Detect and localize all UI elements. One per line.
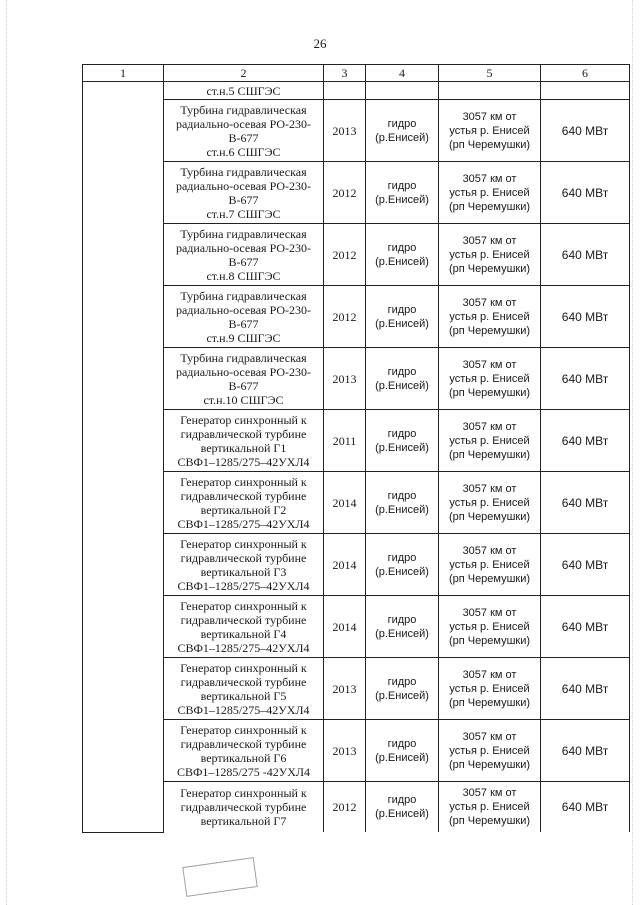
year-cell: 2014 [324,534,366,596]
location-cell: 3057 км от устья р. Енисей (рп Черемушки) [439,596,541,658]
empty-cell [439,82,541,100]
table-row [83,720,630,782]
equipment-name-cell: Генератор синхронный к гидравлической турбине вертикальной Г3 СВФ1–1285/275–42УХЛ4 [164,534,324,596]
location-cell: 3057 км от устья р. Енисей (рп Черемушки) [439,410,541,472]
header-col-5: 5 [439,65,541,82]
power-cell: 640 МВт [541,658,630,720]
table-row [83,348,630,410]
type-cell: гидро (р.Енисей) [366,348,439,410]
location-cell: 3057 км от устья р. Енисей (рп Черемушки) [439,782,541,833]
year-cell: 2013 [324,658,366,720]
header-col-2: 2 [164,65,324,82]
power-cell: 640 МВт [541,224,630,286]
right-margin-line [632,0,634,905]
location-cell: 3057 км от устья р. Енисей (рп Черемушки) [439,162,541,224]
power-cell: 640 МВт [541,782,630,833]
location-cell: 3057 км от устья р. Енисей (рп Черемушки) [439,472,541,534]
location-cell: 3057 км от устья р. Енисей (рп Черемушки) [439,534,541,596]
table-row [83,596,630,658]
type-cell: гидро (р.Енисей) [366,286,439,348]
power-cell: 640 МВт [541,348,630,410]
year-cell: 2012 [324,782,366,833]
table-row [83,472,630,534]
table-row [83,410,630,472]
header-col-6: 6 [541,65,630,82]
location-cell: 3057 км от устья р. Енисей (рп Черемушки) [439,100,541,162]
location-cell: 3057 км от устья р. Енисей (рп Черемушки) [439,658,541,720]
header-col-1: 1 [83,65,164,82]
table-row [83,162,630,224]
equipment-name-cell: Турбина гидравлическая радиально-осевая РО-230- В-677 ст.н.10 СШГЭС [164,348,324,410]
table-row [83,100,630,162]
location-cell: 3057 км от устья р. Енисей (рп Черемушки) [439,720,541,782]
registration-stamp [182,857,257,897]
location-cell: 3057 км от устья р. Енисей (рп Черемушки) [439,224,541,286]
table-row [83,224,630,286]
type-cell: гидро (р.Енисей) [366,596,439,658]
table-row [83,782,630,833]
type-cell: гидро (р.Енисей) [366,658,439,720]
power-cell: 640 МВт [541,410,630,472]
year-cell: 2014 [324,472,366,534]
empty-cell [324,82,366,100]
type-cell: гидро (р.Енисей) [366,410,439,472]
page-number: 26 [313,36,327,51]
type-cell: гидро (р.Енисей) [366,534,439,596]
year-cell: 2012 [324,224,366,286]
type-cell: гидро (р.Енисей) [366,224,439,286]
year-cell: 2014 [324,596,366,658]
equipment-name-cell: Генератор синхронный к гидравлической турбине вертикальной Г1 СВФ1–1285/275–42УХЛ4 [164,410,324,472]
equipment-name-cell: Генератор синхронный к гидравлической турбине вертикальной Г5 СВФ1–1285/275–42УХЛ4 [164,658,324,720]
table-row [83,286,630,348]
year-cell: 2013 [324,348,366,410]
power-cell: 640 МВт [541,100,630,162]
equipment-name-cell: Турбина гидравлическая радиально-осевая РО-230- В-677 ст.н.6 СШГЭС [164,100,324,162]
power-cell: 640 МВт [541,720,630,782]
equipment-name-cell: Генератор синхронный к гидравлической турбине вертикальной Г2 СВФ1–1285/275–42УХЛ4 [164,472,324,534]
year-cell: 2012 [324,286,366,348]
year-cell: 2013 [324,100,366,162]
year-cell: 2012 [324,162,366,224]
equipment-name-cell: Турбина гидравлическая радиально-осевая РО-230- В-677 ст.н.9 СШГЭС [164,286,324,348]
equipment-name-cell: Турбина гидравлическая радиально-осевая РО-230- В-677 ст.н.8 СШГЭС [164,224,324,286]
power-cell: 640 МВт [541,162,630,224]
year-cell: 2013 [324,720,366,782]
merged-col-1-cell [83,82,164,833]
header-col-3: 3 [324,65,366,82]
empty-cell [541,82,630,100]
equipment-name-cell: Генератор синхронный к гидравлической турбине вертикальной Г7 [164,782,324,833]
type-cell: гидро (р.Енисей) [366,472,439,534]
location-cell: 3057 км от устья р. Енисей (рп Черемушки) [439,348,541,410]
year-cell: 2011 [324,410,366,472]
type-cell: гидро (р.Енисей) [366,162,439,224]
power-cell: 640 МВт [541,596,630,658]
equipment-name-cell: Генератор синхронный к гидравлической турбине вертикальной Г6 СВФ1–1285/275 -42УХЛ4 [164,720,324,782]
empty-cell [366,82,439,100]
equipment-name-cell: ст.н.5 СШГЭС [164,82,324,100]
left-margin-line [6,0,8,905]
location-cell: 3057 км от устья р. Енисей (рп Черемушки) [439,286,541,348]
equipment-name-cell: Генератор синхронный к гидравлической турбине вертикальной Г4 СВФ1–1285/275–42УХЛ4 [164,596,324,658]
equipment-name-cell: Турбина гидравлическая радиально-осевая РО-230- В-677 ст.н.7 СШГЭС [164,162,324,224]
table-header-row [83,65,630,82]
header-col-4: 4 [366,65,439,82]
power-cell: 640 МВт [541,286,630,348]
type-cell: гидро (р.Енисей) [366,720,439,782]
type-cell: гидро (р.Енисей) [366,782,439,833]
table-row [83,534,630,596]
type-cell: гидро (р.Енисей) [366,100,439,162]
power-cell: 640 МВт [541,472,630,534]
table-row [83,658,630,720]
power-cell: 640 МВт [541,534,630,596]
table-row [83,82,630,100]
equipment-table [82,64,630,833]
